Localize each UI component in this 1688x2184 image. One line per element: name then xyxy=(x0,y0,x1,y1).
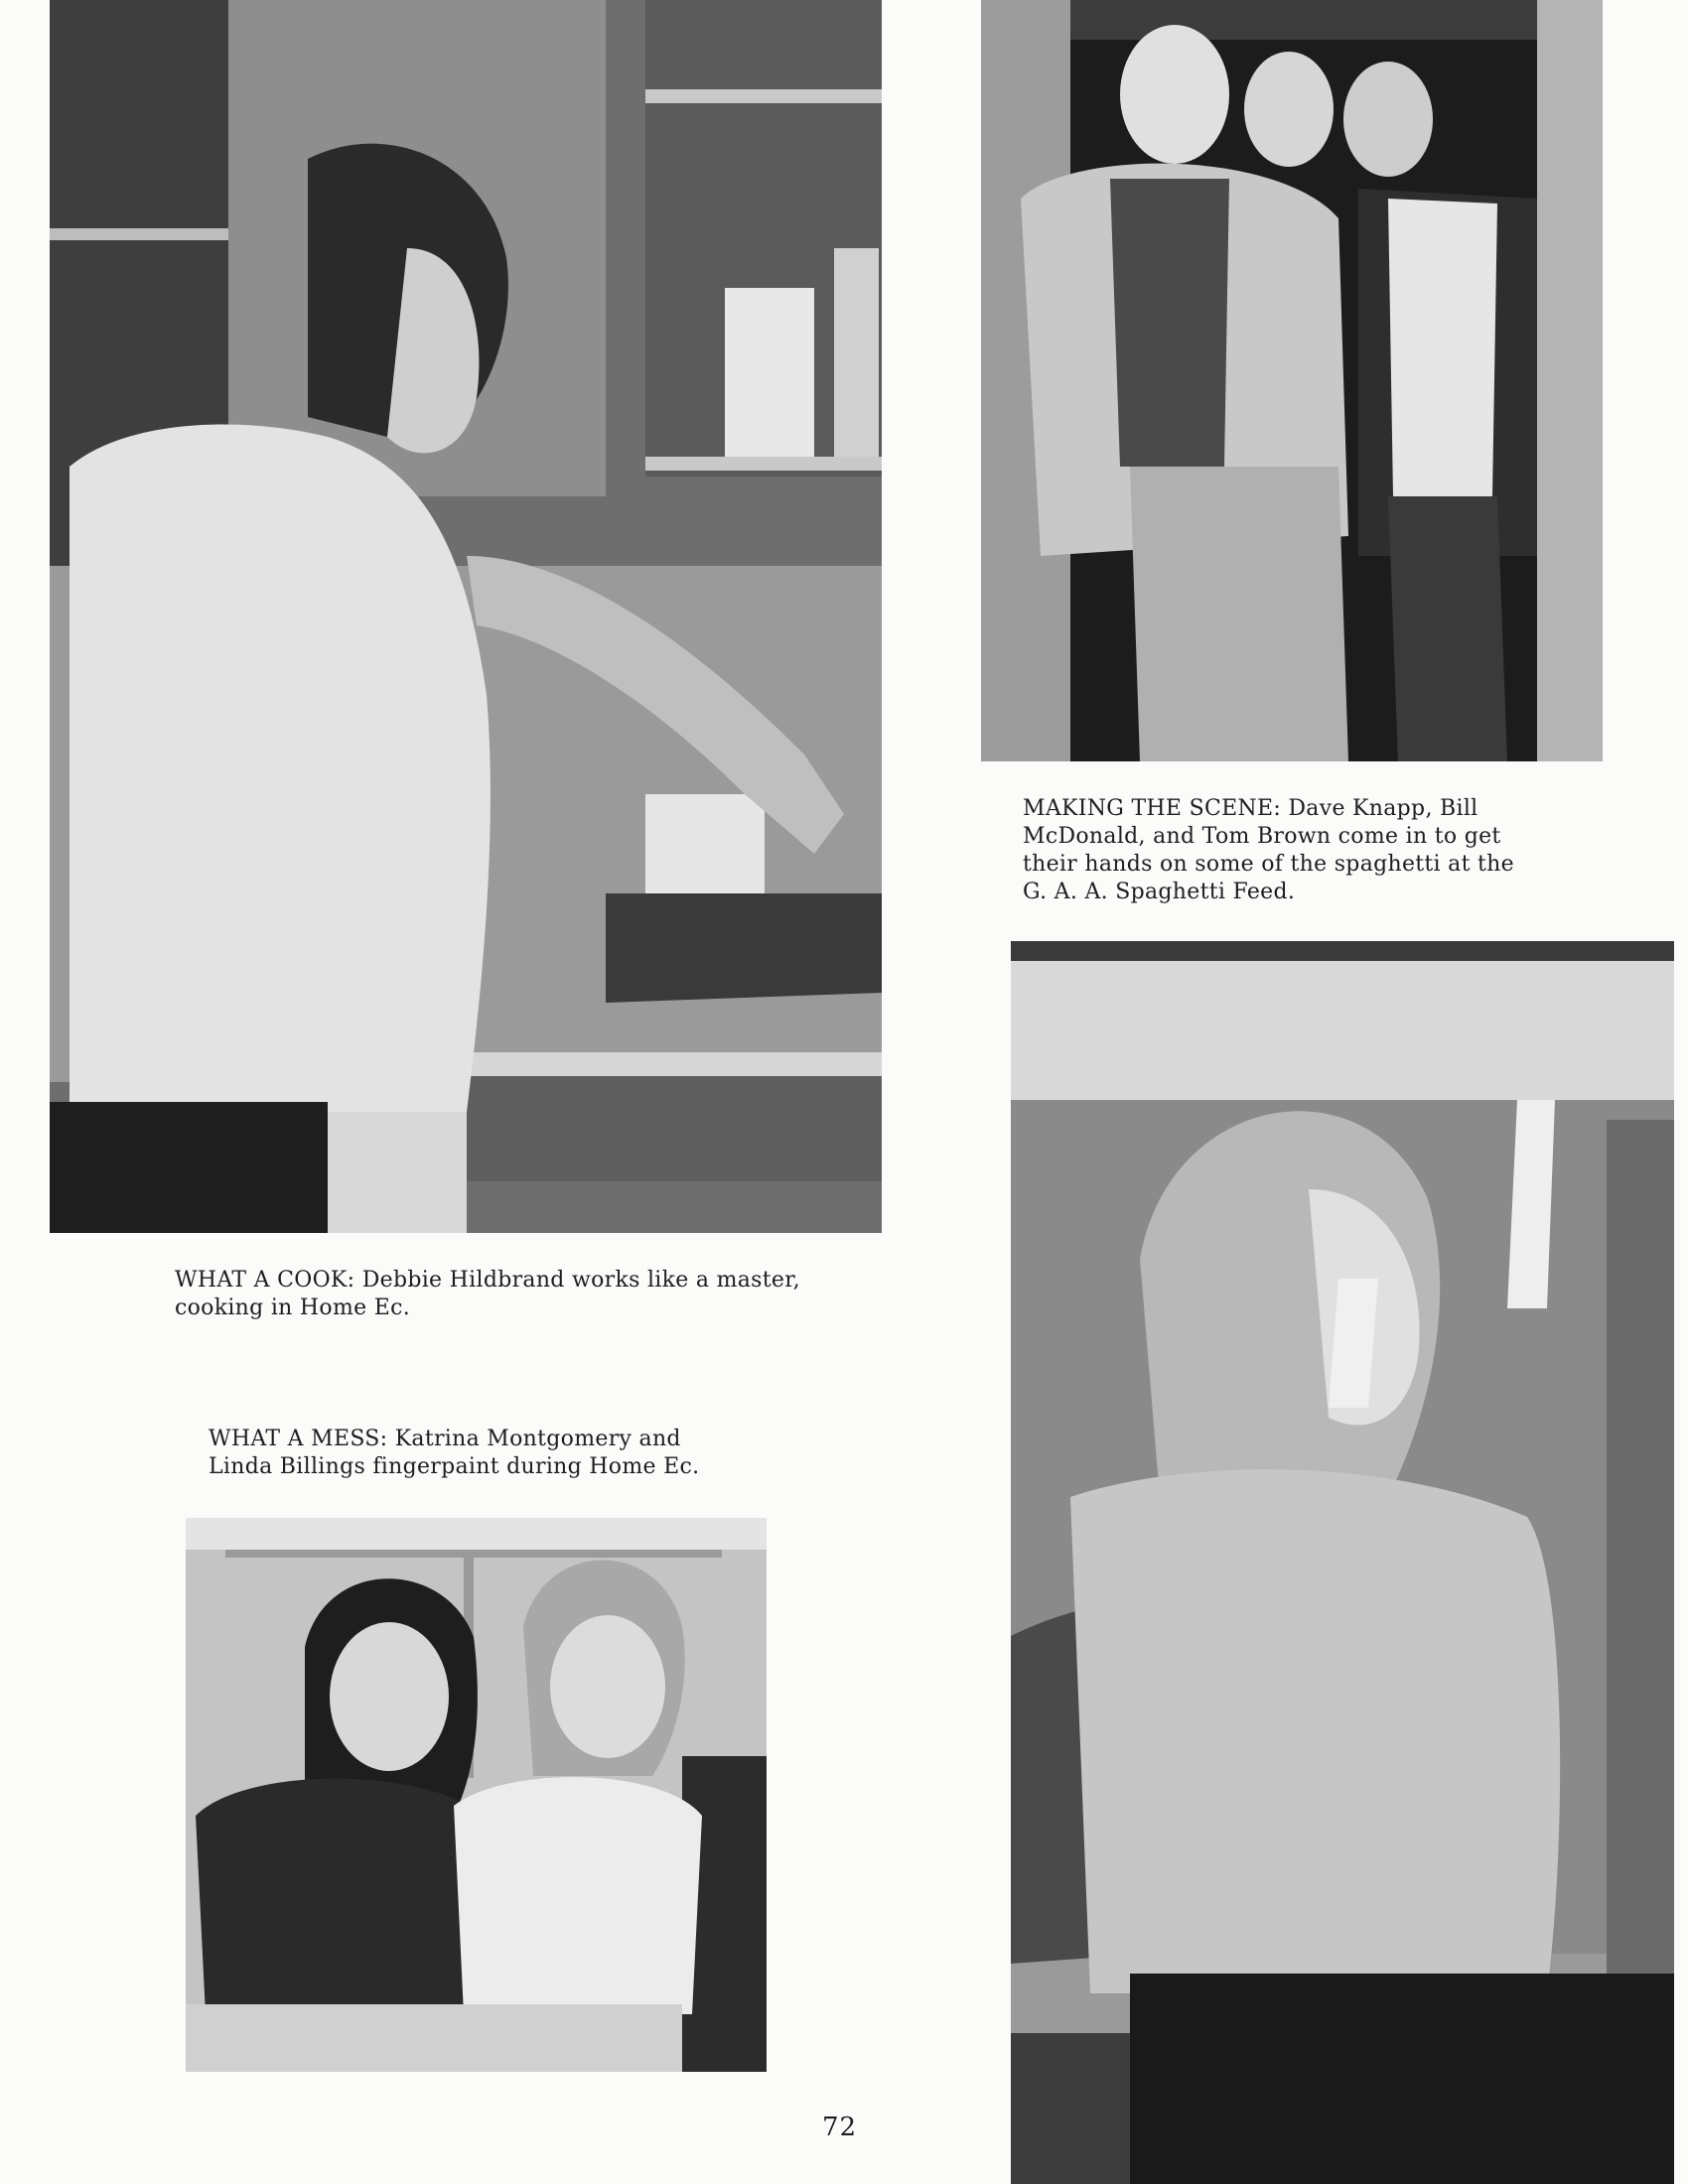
photo-cooking-image xyxy=(50,0,882,1233)
caption-making-the-scene-label: MAKING THE SCENE: xyxy=(1023,796,1282,821)
caption-making-the-scene-line-1 xyxy=(1023,795,1618,823)
photo-test-tube-image xyxy=(1011,941,1674,2184)
photo-test-tube xyxy=(1011,941,1674,2184)
caption-what-a-mess-text-1: Katrina Montgomery and xyxy=(394,1427,681,1451)
caption-what-a-mess-text-2: Linda Billings fingerpaint during Home Ec. xyxy=(209,1454,700,1479)
photo-fingerpaint-image xyxy=(186,1518,767,2072)
caption-making-the-scene xyxy=(1023,795,1618,906)
caption-making-the-scene-text-2: McDonald, and Tom Brown come in to get xyxy=(1023,824,1501,849)
caption-making-the-scene-text-1: Dave Knapp, Bill xyxy=(1288,796,1478,821)
caption-what-a-cook-text-1: Debbie Hildbrand works like a master, xyxy=(361,1268,800,1293)
caption-making-the-scene-text-4: G. A. A. Spaghetti Feed. xyxy=(1023,880,1296,904)
caption-what-a-cook-line-1 xyxy=(175,1267,870,1295)
page-number: 72 xyxy=(822,2113,858,2142)
caption-making-the-scene-text-3: their hands on some of the spaghetti at the xyxy=(1023,852,1514,877)
caption-what-a-cook-label: WHAT A COOK: xyxy=(175,1268,355,1293)
photo-making-the-scene-image xyxy=(981,0,1603,761)
photo-fingerpaint xyxy=(186,1518,767,2072)
caption-what-a-mess-line-1 xyxy=(209,1426,804,1453)
caption-what-a-mess-label: WHAT A MESS: xyxy=(209,1427,388,1451)
caption-what-a-cook-text-2: cooking in Home Ec. xyxy=(175,1296,411,1320)
caption-what-a-cook xyxy=(175,1267,870,1322)
caption-what-a-mess xyxy=(209,1426,804,1481)
photo-cooking xyxy=(50,0,882,1233)
photo-making-the-scene xyxy=(981,0,1603,761)
